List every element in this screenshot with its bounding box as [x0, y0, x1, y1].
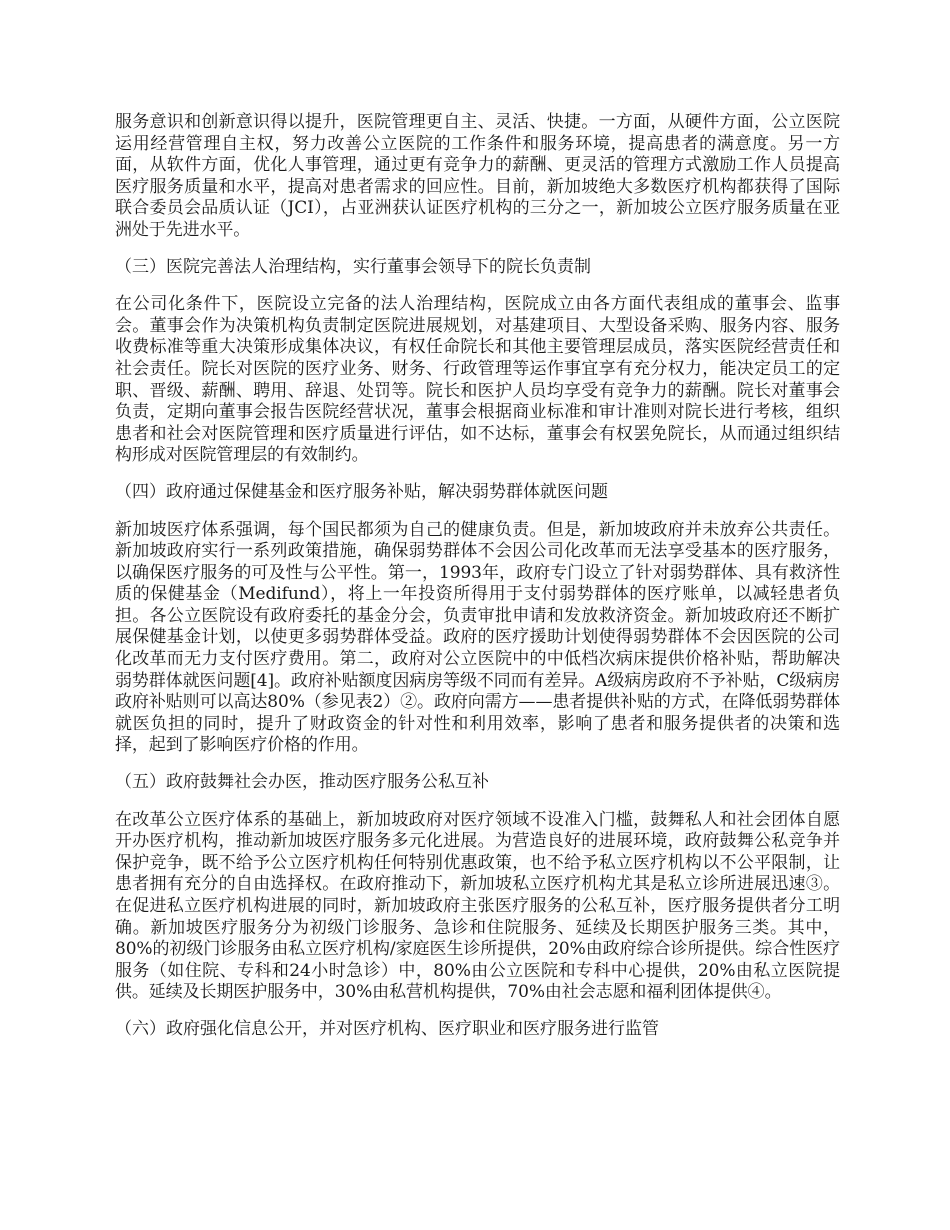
section-heading-6: （六）政府强化信息公开，并对医疗机构、医疗职业和医疗服务进行监管: [115, 1018, 659, 1039]
paragraph-public-private-complement: 在改革公立医疗体系的基础上，新加坡政府对医疗领域不设准入门槛，鼓舞私人和社会团体自愿开办医疗机构，推动新加坡医疗服务多元化进展。为营造良好的进展环境，政府鼓舞公私竞争并保护竞争，既不给予公立医疗机构任何特别优惠政策，也不给予私立医疗机构以不公平限制，让患者拥有充分的自由选择权。在政府推动下，新加坡私立医疗机构尤其是私立诊所进展迅速③。在促进私立医疗机构进展的同时，新加坡政府主张医疗服务的公私互补，医疗服务提供者分工明确。新加坡医疗服务分为初级门诊服务、急诊和住院服务、延续及长期医护服务三类。其中，80%的初级门诊服务由私立医疗机构/家庭医生诊所提供，20%由政府综合诊所提供。综合性医疗服务（如住院、专科和24小时急诊）中，80%由公立医院和专科中心提供，20%由私立医院提供。延续及长期医护服务中，30%由私营机构提供，70%由社会志愿和福利团体提供④。: [115, 809, 840, 1003]
section-heading-5: （五）政府鼓舞社会办医，推动医疗服务公私互补: [115, 772, 489, 793]
paragraph-medifund-subsidies: 新加坡医疗体系强调，每个国民都须为自己的健康负责。但是，新加坡政府并未放弃公共责任。新加坡政府实行一系列政策措施，确保弱势群体不会因公司化改革而无法享受基本的医疗服务，以确保医疗服务的可及性与公平性。第一，1993年，政府专门设立了针对弱势群体、具有救济性质的保健基金（Medifund），将上一年投资所得用于支付弱势群体的医疗账单，以减轻患者负担。各公立医院设有政府委托的基金分会，负责审批申请和发放救济资金。新加坡政府还不断扩展保健基金计划，以使更多弱势群体受益。政府的医疗援助计划使得弱势群体不会因医院的公司化改革而无力支付医疗费用。第二，政府对公立医院中的中低档次病床提供价格补贴，帮助解决弱势群体就医问题[4]。政府补贴额度因病房等级不同而有差异。A级病房政府不予补贴，C级病房政府补贴则可以高达80%（参见表2）②。政府向需方——患者提供补贴的方式，在降低弱势群体就医负担的同时，提升了财政资金的针对性和利用效率，影响了患者和服务提供者的决策和选择，起到了影响医疗价格的作用。: [115, 519, 840, 756]
paragraph-hospital-service-quality: 服务意识和创新意识得以提升，医院管理更自主、灵活、快捷。一方面，从硬件方面，公立医院运用经营管理自主权，努力改善公立医院的工作条件和服务环境，提高患者的满意度。另一方面，从软件方面，优化人事管理，通过更有竞争力的薪酬、更灵活的管理方式激励工作人员提高医疗服务质量和水平，提高对患者需求的回应性。目前，新加坡绝大多数医疗机构都获得了国际联合委员会品质认证（JCI），占亚洲获认证医疗机构的三分之一，新加坡公立医疗服务质量在亚洲处于先进水平。: [115, 112, 840, 240]
section-heading-3: （三）医院完善法人治理结构，实行董事会领导下的院长负责制: [115, 256, 591, 277]
section-heading-4: （四）政府通过保健基金和医疗服务补贴，解决弱势群体就医问题: [115, 481, 608, 502]
document-body: [115, 112, 840, 1057]
paragraph-corporate-governance: 在公司化条件下，医院设立完备的法人治理结构，医院成立由各方面代表组成的董事会、监事会。董事会作为决策机构负责制定医院进展规划，对基建项目、大型设备采购、服务内容、服务收费标准等重大决策形成集体决议，有权任命院长和其他主要管理层成员，落实医院经营责任和社会责任。院长对医院的医疗业务、财务、行政管理等运作事宜享有充分权力，能决定员工的定职、晋级、薪酬、聘用、辞退、处罚等。院长和医护人员均享受有竞争力的薪酬。院长对董事会负责，定期向董事会报告医院经营状况，董事会根据商业标准和审计准则对院长进行考核，组织患者和社会对医院管理和医疗质量进行评估，如不达标，董事会有权罢免院长，从而通过组织结构形成对医院管理层的有效制约。: [115, 294, 840, 466]
